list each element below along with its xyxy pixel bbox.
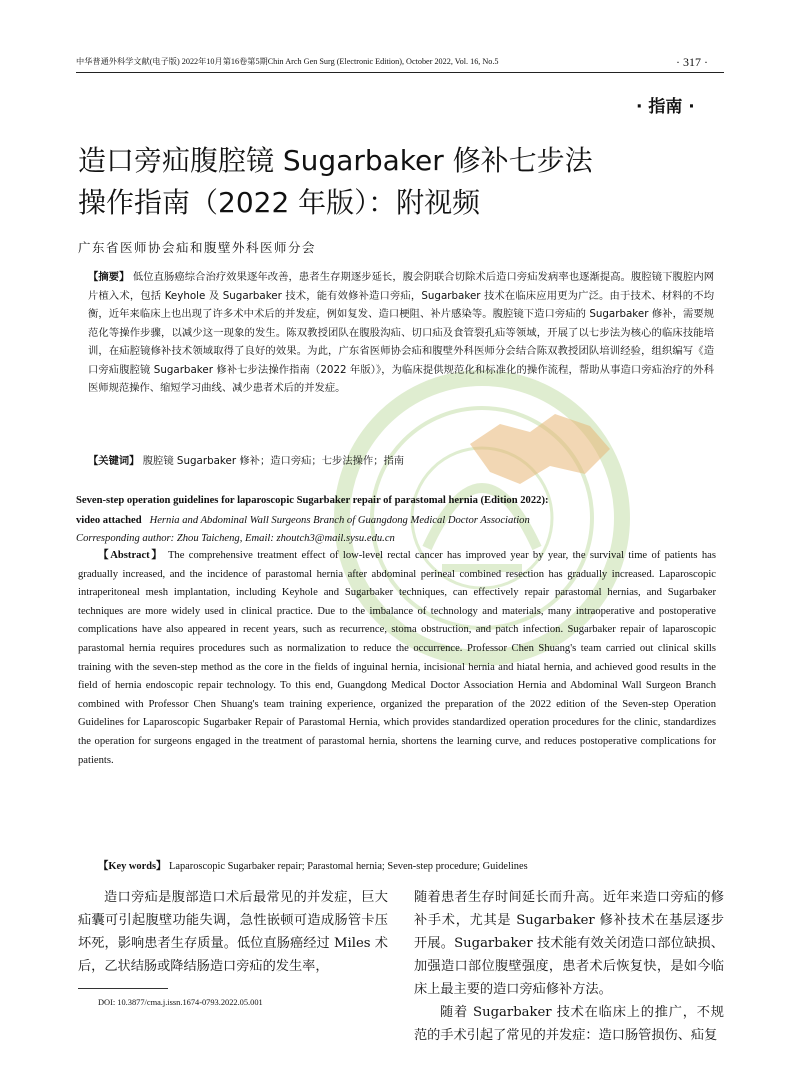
english-keywords-label: 【Key words】 bbox=[98, 861, 167, 872]
body-paragraph: 随着患者生存时间延长而升高。近年来造口旁疝的修补手术，尤其是 Sugarbaker 修补技术在基层逐步开展。Sugarbaker 技术能有效关闭造口部位缺损、加强造口部位腹壁强度，患者术后恢复快，是如今临床上最主要的造口旁疝修补方法。 bbox=[414, 890, 724, 997]
footnote-divider bbox=[78, 988, 168, 989]
english-keywords bbox=[98, 857, 718, 872]
chinese-keywords-text: 腹腔镜 Sugarbaker 修补；造口旁疝；七步法操作；指南 bbox=[142, 455, 405, 467]
chinese-keywords-label: 【关键词】 bbox=[88, 455, 140, 467]
body-paragraph: 随着 Sugarbaker 技术在临床上的推广，不规范的手术引起了常见的并发症：造口肠管损伤、疝复 bbox=[414, 1005, 724, 1043]
running-header: 中华普通外科学文献(电子版) 2022年10月第16卷第5期Chin Arch Gen Surg (Electronic Edition), October 2022, Vol. 16, No.5 bbox=[76, 57, 499, 66]
body-column-left bbox=[78, 886, 388, 978]
header-divider bbox=[76, 72, 724, 73]
article-title-line-1: 造口旁疝腹腔镜 Sugarbaker 修补七步法 bbox=[78, 144, 593, 177]
body-paragraph: 造口旁疝是腹部造口术后最常见的并发症，巨大疝囊可引起腹壁功能失调，急性嵌顿可造成肠管卡压坏死，影响患者生存质量。低位直肠癌经过 Miles 术后，乙状结肠或降结肠造口旁疝的发生率， bbox=[78, 890, 388, 974]
province-map-watermark bbox=[460, 404, 620, 494]
english-title: Seven-step operation guidelines for laparoscopic Sugarbaker repair of parastomal hernia (Edition 2022): bbox=[76, 495, 549, 506]
chinese-abstract-label: 【摘要】 bbox=[88, 271, 130, 283]
doi-footnote: DOI: 10.3877/cma.j.issn.1674-0793.2022.05.001 bbox=[98, 998, 263, 1007]
chinese-abstract bbox=[88, 268, 714, 398]
author-organization: 广东省医师协会疝和腹壁外科医师分会 bbox=[78, 240, 317, 255]
article-title bbox=[78, 140, 718, 224]
article-title-line-2: 操作指南（2022 年版）：附视频 bbox=[78, 186, 481, 219]
english-authors bbox=[76, 512, 716, 530]
english-abstract-text: The comprehensive treatment effect of low-level rectal cancer has improved year by year, the survival time of patients has gradually increased, and the incidence of parastomal hernia after abdominal perineal combined resection has gradually increased. Laparoscopic intraperitoneal mesh implantation, including Keyhole and Sugarbaker techniques, can effectively repair parastomal hernias, and Sugarbaker techniques are more widely used in clinical practice. Due to the imbalance of technology and materials, many intraoperative and postoperative complications have also appeared in recent years, such as recurrence, stoma obstruction, and patch infection. Sugarbaker repair of laparoscopic parastomal hernia requires procedures such as normalization to reduce the occurrence. Professor Chen Shuang's team carried out clinical skills training with the seven-step method as the core in the fields of inguinal hernia, incisional hernia and hiatal hernia, and achieved good results in the field of hernia endoscopic repair technology. To this end, Guangdong Medical Doctor Association Hernia and Abdominal Wall Surgeon Branch combined with Professor Chen Shuang's team training experience, organized the preparation of the 2022 edition of the Seven-step Operation Guidelines for Laparoscopic Sugarbaker Repair of Parastomal Hernia, which provides standardized operation procedures for the clinic, standardizes the operation for surgeons engaged in the treatment of parastomal hernia, shortens the learning curve, and reduces postoperative complications for patients. bbox=[78, 550, 716, 766]
body-column-right bbox=[414, 886, 724, 1047]
english-author-group: Hernia and Abdominal Wall Surgeons Branch of Guangdong Medical Doctor Association bbox=[149, 515, 530, 526]
chinese-keywords bbox=[88, 452, 714, 467]
chinese-abstract-text: 低位直肠癌综合治疗效果逐年改善，患者生存期逐步延长，腹会阴联合切除术后造口旁疝发病率也逐渐提高。腹腔镜下腹腔内网片植入术，包括 Keyhole 及 Sugarbaker 技术，能有效修补造口旁疝，Sugarbaker 技术在临床应用更为广泛。由于技术、材料的不均衡，近年来临床上也出现了许多术中术后的并发症，例如复发、造口梗阻、补片感染等。腹腔镜下造口旁疝的 Sugarbaker 修补，需要规范化等操作步骤，以减少这一现象的发生。陈双教授团队在腹股沟疝、切口疝及食管裂孔疝等领域，开展了以七步法为核心的临床技能培训，在疝腔镜修补技术领域取得了良好的效果。为此，广东省医师协会疝和腹壁外科医师分会结合陈双教授团队培训经验，组织编写《造口旁疝腹腔镜 Sugarbaker 修补七步法操作指南（2022 年版）》，为临床提供规范化和标准化的操作流程，帮助从事造口旁疝治疗的外科医师规范操作、缩短学习曲线、减少患者术后的并发症。 bbox=[88, 271, 714, 394]
english-title-tail: video attached bbox=[76, 515, 142, 526]
english-abstract bbox=[78, 547, 716, 770]
english-keywords-text: Laparoscopic Sugarbaker repair; Parastomal hernia; Seven-step procedure; Guidelines bbox=[169, 861, 528, 872]
page-number: · 317 · bbox=[676, 55, 708, 69]
column-label: · 指南 · bbox=[636, 97, 695, 117]
corresponding-author: Corresponding author: Zhou Taicheng, Email: zhoutch3@mail.sysu.edu.cn bbox=[76, 533, 395, 544]
english-abstract-label: 【Abstract】 bbox=[98, 550, 164, 561]
